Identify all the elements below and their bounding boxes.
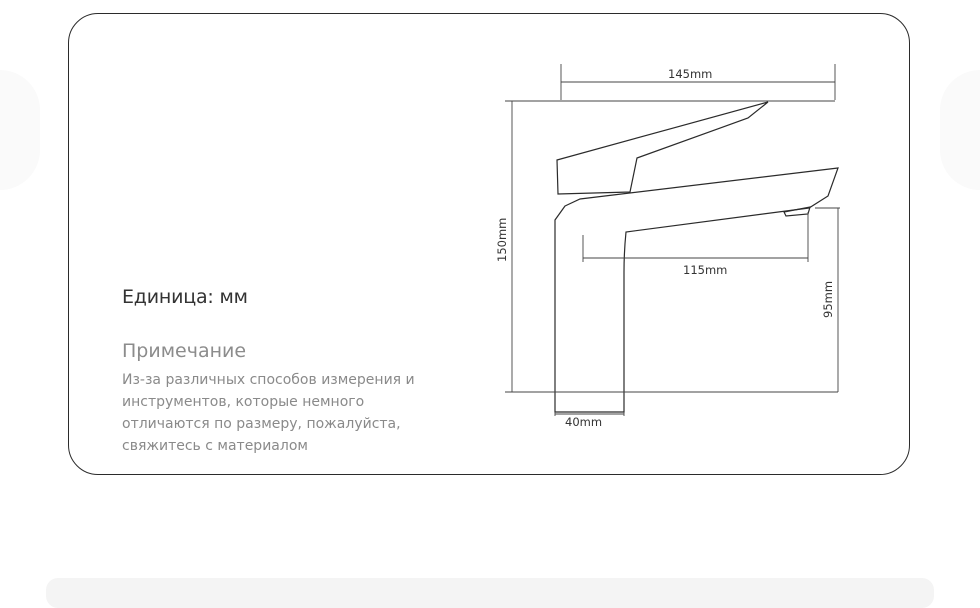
note-line: свяжитесь с материалом <box>122 438 308 454</box>
faucet-body <box>555 168 838 412</box>
dimension-spout-height: 95mm <box>821 280 835 318</box>
dimension-base-width: 40mm <box>565 415 603 429</box>
note-line: инструментов, которые немного <box>122 394 365 410</box>
bottom-bar <box>46 578 934 608</box>
note-line: Из-за различных способов измерения и <box>122 372 415 388</box>
unit-label: Единица: мм <box>122 286 248 308</box>
faucet-aerator <box>784 207 810 216</box>
dimension-spout-reach: 115mm <box>683 263 728 277</box>
note-title: Примечание <box>122 340 247 362</box>
note-line: отличаются по размеру, пожалуйста, <box>122 416 401 432</box>
dimension-width-top: 145mm <box>668 67 713 81</box>
dimension-height-total: 150mm <box>495 217 509 262</box>
